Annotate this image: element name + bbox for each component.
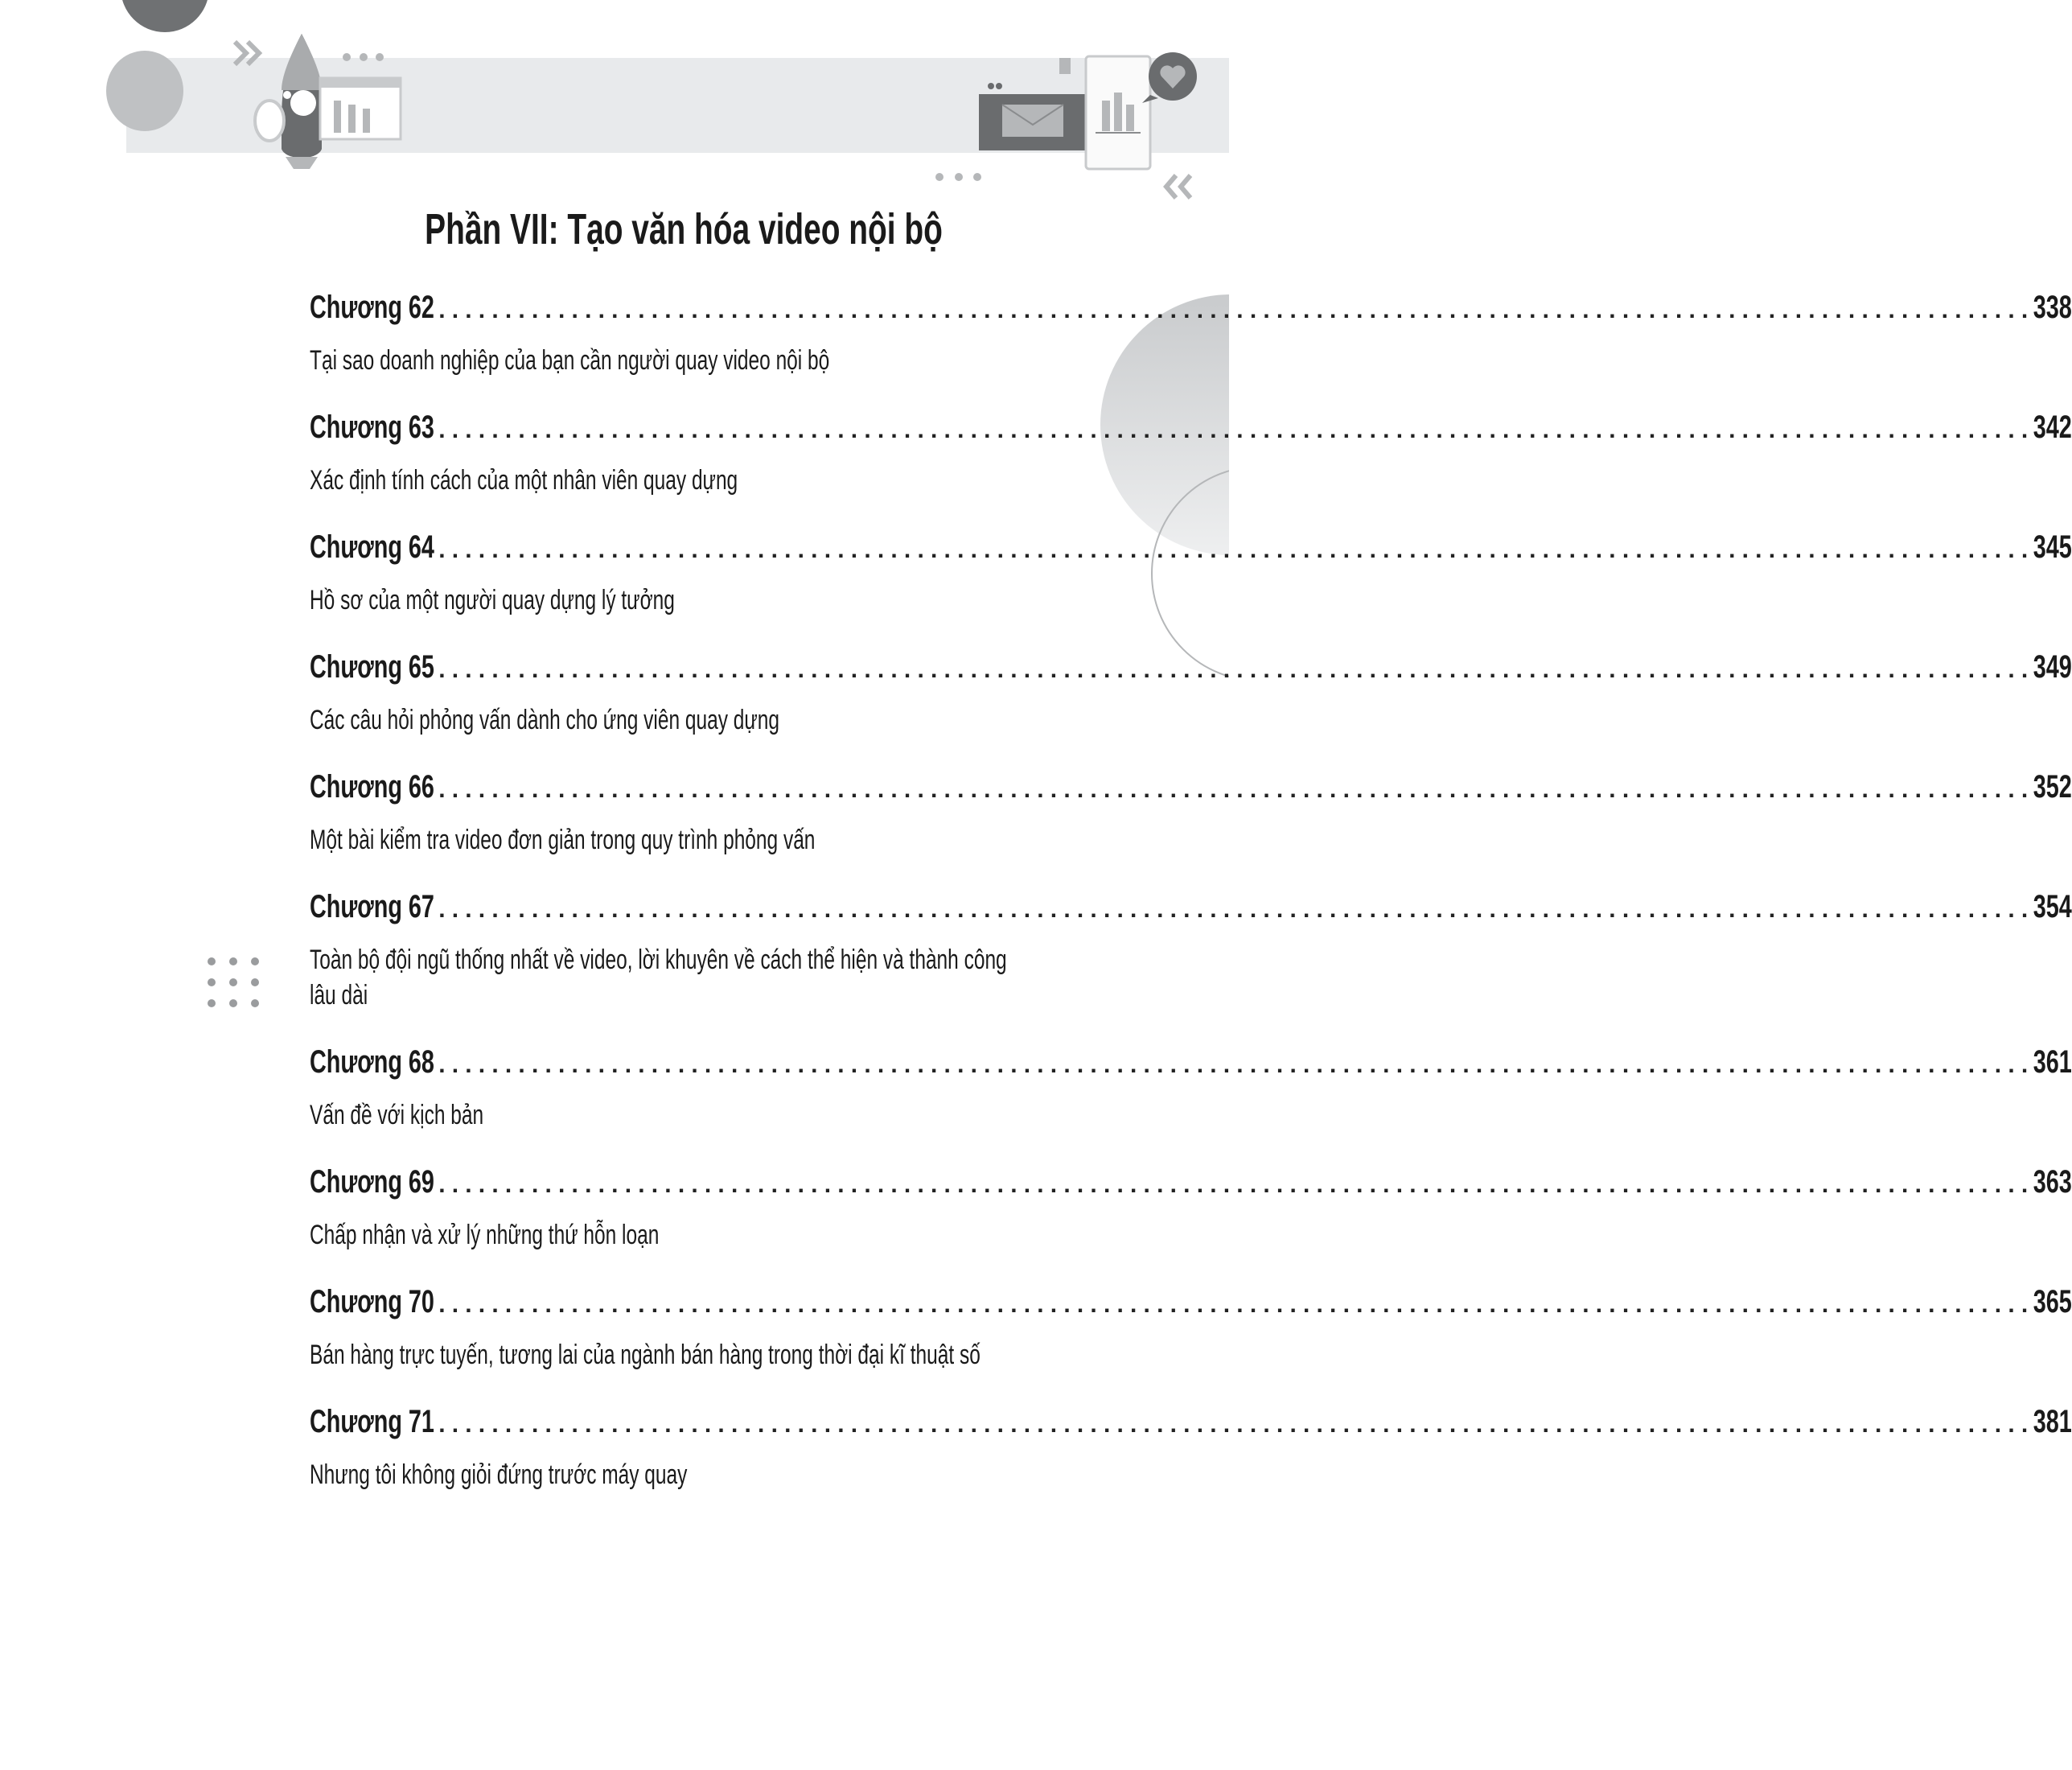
- dot-leader: ........................................................................................................................: [438, 1171, 2035, 1198]
- chapter-label: Chương 70: [310, 1284, 434, 1319]
- envelope-window-icon: [979, 83, 1087, 150]
- dot-leader: ........................................................................................................................: [438, 297, 2035, 323]
- chapter-heading: [310, 883, 2072, 931]
- dot-leader: ........................................................................................................................: [438, 1291, 2035, 1318]
- chapter-heading: [310, 1038, 2072, 1086]
- page-title: Phần VII: Tạo văn hóa video nội bộ: [425, 205, 943, 253]
- page-number: 381: [2033, 1404, 2072, 1439]
- toc-entry[interactable]: [310, 643, 2072, 738]
- chapter-label: Chương 68: [310, 1044, 434, 1080]
- chapter-heading: [310, 1158, 2072, 1206]
- chapter-subtitle-text: Chấp nhận và xử lý những thứ hỗn loạn: [310, 1220, 660, 1250]
- dot-leader: ........................................................................................................................: [438, 1052, 2035, 1078]
- chapter-subtitle: [310, 942, 1018, 1013]
- chapter-label: Chương 71: [310, 1404, 434, 1439]
- top-left-circles-icon: [106, 0, 209, 131]
- dots-icon: [935, 173, 981, 181]
- chapter-subtitle-text: Một bài kiểm tra video đơn giản trong quy trình phỏng vấn: [310, 825, 816, 855]
- page-number: 338: [2033, 290, 2072, 325]
- chapter-subtitle-text: Các câu hỏi phỏng vấn dành cho ứng viên quay dựng: [310, 705, 779, 735]
- chapter-subtitle-text: Bán hàng trực tuyến, tương lai của ngành bán hàng trong thời đại kĩ thuật số: [310, 1340, 980, 1370]
- page-number: 349: [2033, 649, 2072, 685]
- table-of-contents: [310, 283, 2072, 1517]
- page-number: 363: [2033, 1164, 2072, 1200]
- toc-entry[interactable]: [310, 763, 2072, 858]
- toc-entry[interactable]: [310, 1397, 2072, 1492]
- page-number: 345: [2033, 529, 2072, 565]
- dot-leader: ........................................................................................................................: [438, 896, 2035, 923]
- toc-entry[interactable]: [310, 1038, 2072, 1133]
- chapter-subtitle-text: Tại sao doanh nghiệp của bạn cần người quay video nội bộ: [310, 345, 830, 376]
- chapter-heading: [310, 523, 2072, 571]
- chapter-subtitle: [310, 343, 1018, 378]
- chapter-subtitle: [310, 1457, 1018, 1492]
- dots-icon: [343, 53, 384, 61]
- page-number: 354: [2033, 889, 2072, 924]
- chapter-heading: [310, 1397, 2072, 1446]
- bar-chart-window-icon: [320, 78, 401, 139]
- chapter-label: Chương 66: [310, 769, 434, 805]
- chapter-heading: [310, 403, 2072, 451]
- dot-grid-icon: [208, 957, 259, 1007]
- chapter-subtitle: [310, 582, 1018, 618]
- chapter-label: Chương 65: [310, 649, 434, 685]
- chapter-subtitle: [310, 1337, 1018, 1373]
- chapter-subtitle: [310, 1217, 1018, 1253]
- toc-entry[interactable]: [310, 523, 2072, 618]
- chapter-label: Chương 62: [310, 290, 434, 325]
- chevrons-left-icon: [1166, 175, 1190, 198]
- chapter-label: Chương 64: [310, 529, 434, 565]
- chapter-heading: [310, 1278, 2072, 1326]
- chapter-heading: [310, 763, 2072, 811]
- chapter-label: Chương 69: [310, 1164, 434, 1200]
- chapter-heading: [310, 283, 2072, 331]
- chapter-heading: [310, 643, 2072, 691]
- rocket-icon: [282, 34, 322, 169]
- chapter-subtitle-text: Toàn bộ đội ngũ thống nhất về video, lời khuyên về cách thể hiện và thành công lâu dài: [310, 945, 1007, 1011]
- page-number: 361: [2033, 1044, 2072, 1080]
- chapter-subtitle-text: Vấn đề với kịch bản: [310, 1100, 484, 1130]
- page-number: 352: [2033, 769, 2072, 805]
- chapter-subtitle: [310, 1097, 1018, 1133]
- phone-chart-icon: [1086, 56, 1150, 169]
- toc-entry[interactable]: [310, 883, 2072, 1013]
- chapter-subtitle: [310, 702, 1018, 738]
- toc-entry[interactable]: [310, 1158, 2072, 1253]
- lightbulb-icon: [255, 101, 284, 141]
- chapter-subtitle-text: Xác định tính cách của một nhân viên quay dựng: [310, 465, 738, 496]
- chapter-subtitle: [310, 822, 1018, 858]
- chapter-subtitle: [310, 463, 1018, 498]
- chapter-label: Chương 67: [310, 889, 434, 924]
- toc-entry[interactable]: [310, 403, 2072, 498]
- dot-leader: ........................................................................................................................: [438, 657, 2035, 683]
- dot-leader: ........................................................................................................................: [438, 1411, 2035, 1438]
- chevrons-right-icon: [235, 42, 259, 64]
- chapter-label: Chương 63: [310, 410, 434, 445]
- page-number: 365: [2033, 1284, 2072, 1319]
- chapter-subtitle-text: Hồ sơ của một người quay dựng lý tưởng: [310, 585, 675, 615]
- chapter-subtitle-text: Nhưng tôi không giỏi đứng trước máy quay: [310, 1459, 688, 1490]
- toc-entry[interactable]: [310, 283, 2072, 378]
- dot-leader: ........................................................................................................................: [438, 417, 2035, 443]
- page-number: 342: [2033, 410, 2072, 445]
- dot-leader: ........................................................................................................................: [438, 537, 2035, 563]
- puzzle-icon: [1059, 58, 1071, 74]
- toc-entry[interactable]: [310, 1278, 2072, 1373]
- dot-leader: ........................................................................................................................: [438, 776, 2035, 803]
